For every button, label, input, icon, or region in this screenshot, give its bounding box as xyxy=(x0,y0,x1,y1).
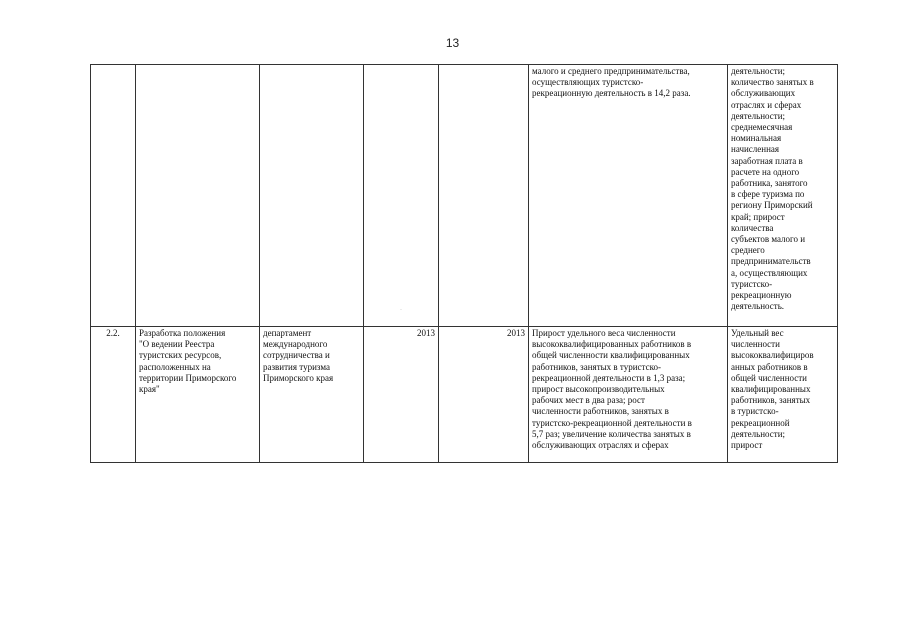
year-end-cell xyxy=(439,65,529,327)
expected-result-cell: Прирост удельного веса численности высококвалифицированных работников в общей численности квалифицированных работников, занятых в туристско- рекреационной деятельности в 1,3 раза; прирост высокопроизводительных рабочих мест в два раза; рост численности работников, занятых в туристско-рекреационной деятельности в 5,7 раз; увеличение количества занятых в обслуживающих отраслях и сферах xyxy=(529,327,728,463)
year-start-cell: 2013 xyxy=(364,327,439,463)
indicators-cell: деятельности; количество занятых в обслуживающих отраслях и сферах деятельности; среднемесячная номинальная начисленная заработная плата в расчете на одного работника, занятого в сфере туризма по региону Приморский край; прирост количества субъектов малого и среднего предпринимательств а, осуществляющих туристско- рекреационную деятельность. xyxy=(728,65,838,327)
indicators-cell: Удельный вес численности высококвалифициров анных работников в общей численности квалифицированных работников, занятых в туристско- рекреационной деятельности; прирост xyxy=(728,327,838,463)
year-end-cell: 2013 xyxy=(439,327,529,463)
expected-result-cell: малого и среднего предпринимательства, осуществляющих туристско- рекреационную деятельность в 14,2 раза. xyxy=(529,65,728,327)
measure-name-cell xyxy=(136,65,260,327)
executor-cell xyxy=(260,65,364,327)
row-number-cell: 2.2. xyxy=(91,327,136,463)
measure-name-cell: Разработка положения "О ведении Реестра туристских ресурсов, расположенных на территории Приморского края" xyxy=(136,327,260,463)
table-row xyxy=(91,327,838,463)
scan-speck: · xyxy=(400,307,402,313)
row-number-cell xyxy=(91,65,136,327)
executor-cell: департамент международного сотрудничества и развития туризма Приморского края xyxy=(260,327,364,463)
page-number: 13 xyxy=(445,36,460,50)
table-row xyxy=(91,65,838,327)
measures-table xyxy=(90,64,838,463)
year-start-cell xyxy=(364,65,439,327)
